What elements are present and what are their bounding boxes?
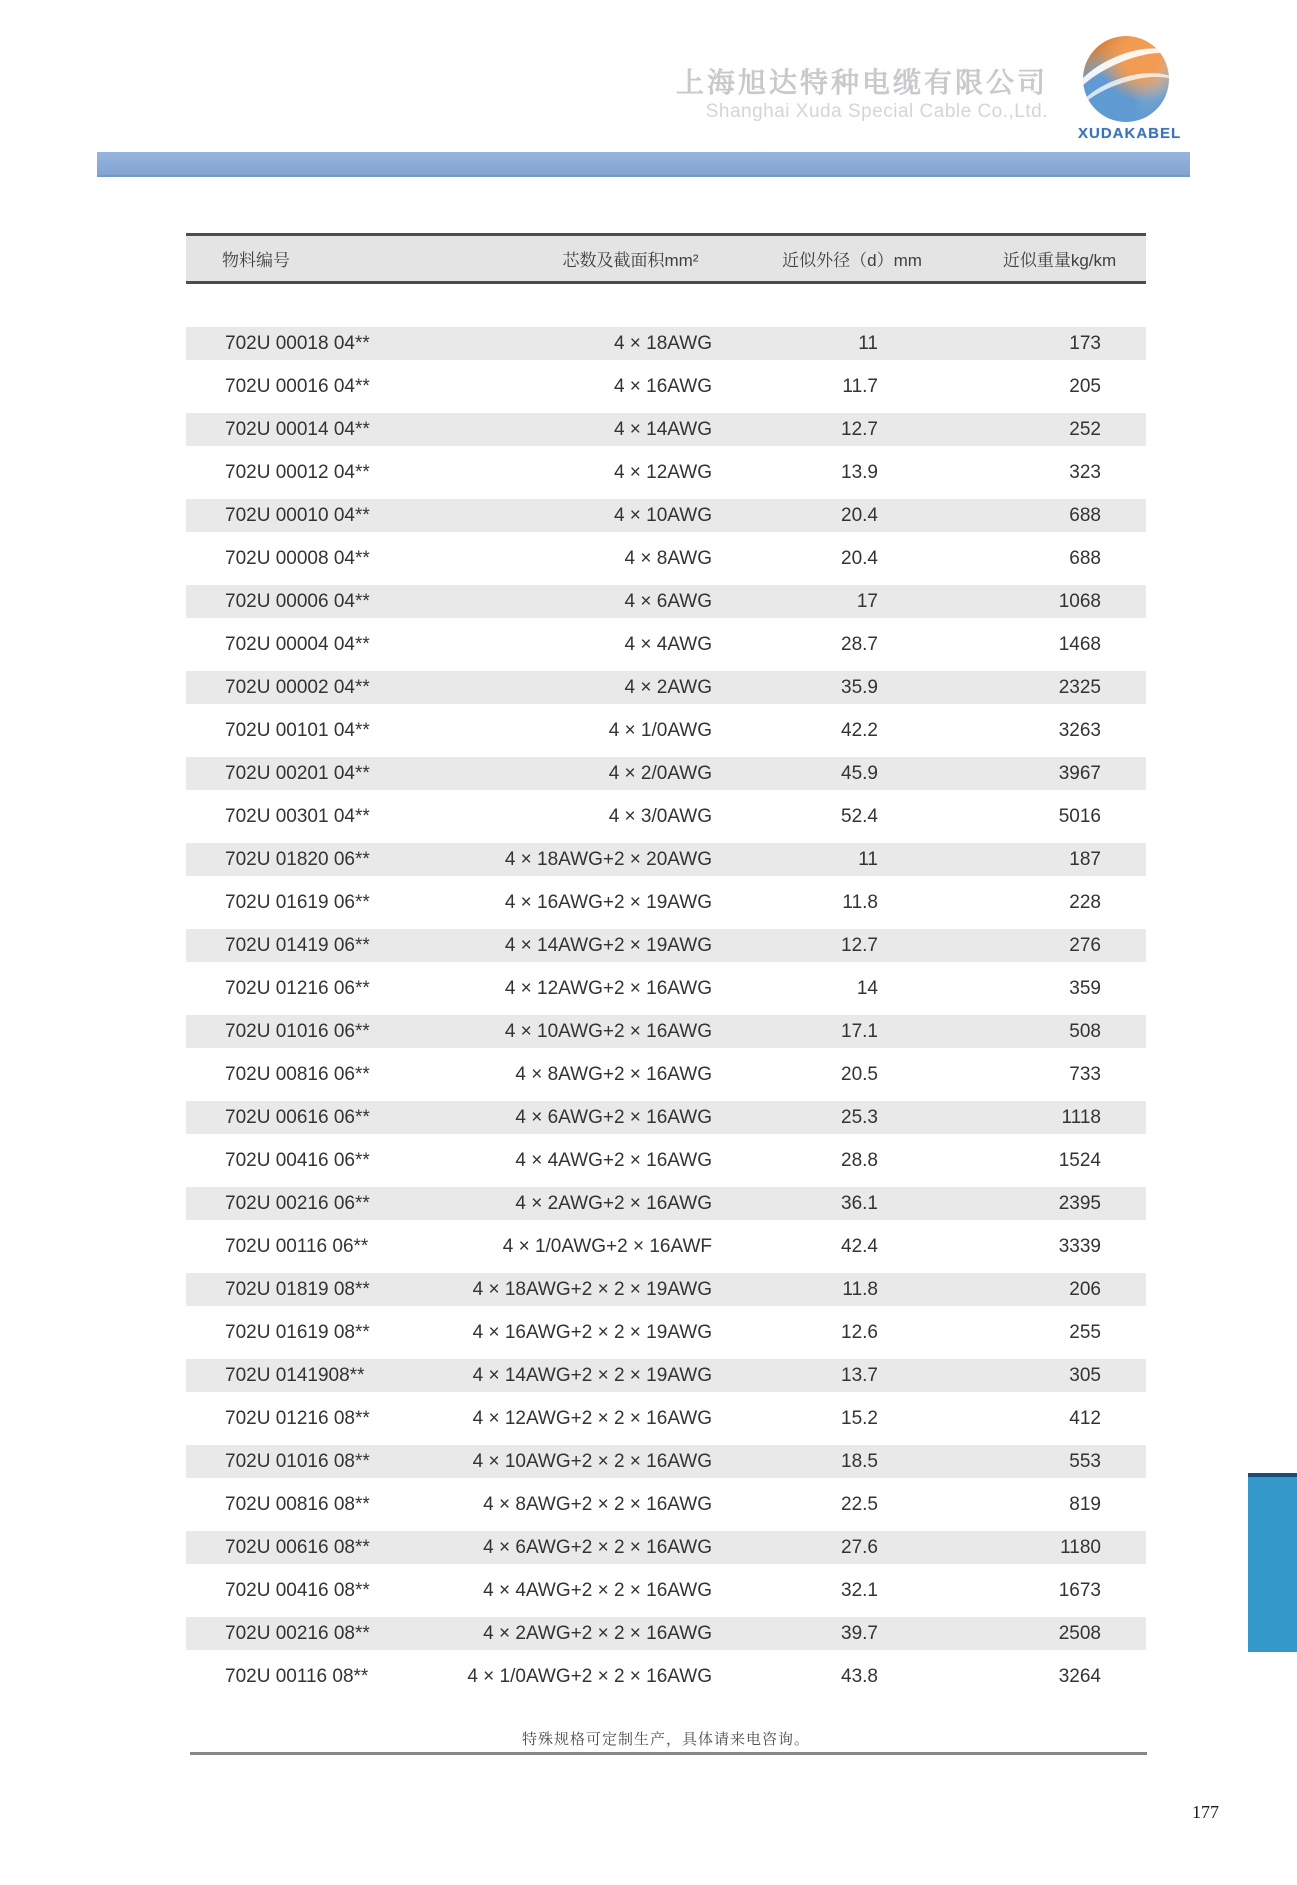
cell-material-id: 702U 0141908**	[225, 1364, 365, 1386]
cell-outer-diameter: 27.6	[841, 1536, 878, 1558]
cell-outer-diameter: 14	[856, 977, 878, 999]
cell-outer-diameter: 35.9	[841, 676, 878, 698]
table-row	[186, 1053, 1146, 1096]
cell-weight: 5016	[1058, 805, 1101, 827]
cell-core-spec: 4 × 1/0AWG+2 × 16AWF	[502, 1235, 712, 1257]
table-row	[186, 666, 1146, 709]
column-header-core-spec: 芯数及截面积mm²	[562, 251, 699, 270]
cell-weight: 2395	[1058, 1192, 1101, 1214]
table-row	[186, 924, 1146, 967]
cell-outer-diameter: 20.5	[841, 1063, 878, 1085]
cell-outer-diameter: 28.8	[841, 1149, 878, 1171]
blue-banner-divider	[97, 152, 1190, 177]
cell-weight: 819	[1069, 1493, 1101, 1515]
table-row	[186, 967, 1146, 1010]
cell-outer-diameter: 22.5	[841, 1493, 878, 1515]
table-row	[186, 365, 1146, 408]
cell-material-id: 702U 01619 06**	[225, 891, 370, 913]
cell-outer-diameter: 12.7	[841, 418, 878, 440]
table-row	[186, 1440, 1146, 1483]
cell-outer-diameter: 17	[856, 590, 878, 612]
cell-weight: 205	[1069, 375, 1101, 397]
company-header	[676, 66, 1048, 124]
cell-material-id: 702U 00101 04**	[225, 719, 370, 741]
cell-material-id: 702U 01819 08**	[225, 1278, 370, 1300]
cell-core-spec: 4 × 16AWG+2 × 2 × 19AWG	[472, 1321, 712, 1343]
table-row	[186, 795, 1146, 838]
table-row	[186, 1311, 1146, 1354]
cell-weight: 733	[1069, 1063, 1101, 1085]
cell-material-id: 702U 01016 08**	[225, 1450, 370, 1472]
cell-outer-diameter: 52.4	[841, 805, 878, 827]
cell-core-spec: 4 × 4AWG+2 × 16AWG	[515, 1149, 712, 1171]
cell-core-spec: 4 × 18AWG+2 × 20AWG	[504, 848, 712, 870]
cell-weight: 1524	[1058, 1149, 1101, 1171]
cell-material-id: 702U 00116 08**	[225, 1665, 369, 1687]
cell-outer-diameter: 20.4	[841, 504, 878, 526]
cell-material-id: 702U 00010 04**	[225, 504, 370, 526]
cell-material-id: 702U 00616 08**	[225, 1536, 370, 1558]
table-row	[186, 1139, 1146, 1182]
cell-weight: 173	[1069, 332, 1101, 354]
cell-core-spec: 4 × 8AWG	[624, 547, 712, 569]
column-header-material-id: 物料编号	[222, 251, 290, 270]
cell-outer-diameter: 18.5	[841, 1450, 878, 1472]
cell-outer-diameter: 13.9	[841, 461, 878, 483]
cell-material-id: 702U 01016 06**	[225, 1020, 370, 1042]
cell-material-id: 702U 00816 08**	[225, 1493, 370, 1515]
column-header-weight: 近似重量kg/km	[1002, 251, 1117, 270]
table-row	[186, 1655, 1146, 1698]
cell-weight: 3339	[1058, 1235, 1101, 1257]
cell-weight: 276	[1069, 934, 1101, 956]
cell-material-id: 702U 00004 04**	[225, 633, 370, 655]
cell-weight: 688	[1069, 504, 1101, 526]
company-name-cn: 上海旭达特种电缆有限公司	[675, 67, 1048, 98]
table-row	[186, 408, 1146, 451]
table-header-row	[186, 233, 1146, 284]
table-row	[186, 1010, 1146, 1053]
cell-core-spec: 4 × 10AWG	[613, 504, 712, 526]
cell-weight: 3264	[1058, 1665, 1101, 1687]
custom-order-note: 特殊规格可定制生产，具体请来电咨询。	[521, 1731, 810, 1748]
cell-outer-diameter: 11.8	[842, 891, 878, 913]
table-row	[186, 838, 1146, 881]
cell-material-id: 702U 00301 04**	[225, 805, 370, 827]
cell-material-id: 702U 00616 06**	[225, 1106, 370, 1128]
cell-material-id: 702U 00018 04**	[225, 332, 370, 354]
table-row	[186, 1268, 1146, 1311]
table-row	[186, 451, 1146, 494]
cell-weight: 1180	[1060, 1536, 1101, 1558]
cell-weight: 2508	[1058, 1622, 1101, 1644]
cell-outer-diameter: 20.4	[841, 547, 878, 569]
cell-outer-diameter: 45.9	[841, 762, 878, 784]
cell-core-spec: 4 × 10AWG+2 × 16AWG	[504, 1020, 712, 1042]
cell-outer-diameter: 36.1	[841, 1192, 878, 1214]
cell-core-spec: 4 × 6AWG+2 × 16AWG	[515, 1106, 712, 1128]
cell-weight: 323	[1069, 461, 1101, 483]
cell-core-spec: 4 × 12AWG+2 × 2 × 16AWG	[472, 1407, 712, 1429]
cell-outer-diameter: 12.7	[841, 934, 878, 956]
cell-outer-diameter: 43.8	[841, 1665, 878, 1687]
cell-material-id: 702U 00014 04**	[225, 418, 370, 440]
cell-material-id: 702U 01619 08**	[225, 1321, 370, 1343]
table-row	[186, 1096, 1146, 1139]
logo-wordmark: XUDAKABEL	[1078, 125, 1182, 142]
cell-material-id: 702U 01419 06**	[225, 934, 370, 956]
table-row	[186, 580, 1146, 623]
table-row	[186, 1612, 1146, 1655]
cell-weight: 1673	[1058, 1579, 1101, 1601]
cell-material-id: 702U 00016 04**	[225, 375, 370, 397]
table-row	[186, 1483, 1146, 1526]
cell-weight: 1468	[1058, 633, 1101, 655]
cell-weight: 3967	[1058, 762, 1101, 784]
footer-divider-line	[190, 1752, 1147, 1755]
cell-outer-diameter: 11.8	[842, 1278, 878, 1300]
cell-weight: 206	[1069, 1278, 1101, 1300]
cell-weight: 412	[1069, 1407, 1101, 1429]
cell-weight: 255	[1069, 1321, 1101, 1343]
table-body	[186, 322, 1146, 1698]
table-row	[186, 1569, 1146, 1612]
cell-material-id: 702U 00012 04**	[225, 461, 370, 483]
cell-material-id: 702U 00216 06**	[225, 1192, 370, 1214]
table-row	[186, 1182, 1146, 1225]
cell-weight: 508	[1069, 1020, 1101, 1042]
section-edge-tab	[1248, 1473, 1297, 1652]
cell-material-id: 702U 00816 06**	[225, 1063, 370, 1085]
cell-core-spec: 4 × 14AWG	[613, 418, 712, 440]
cell-core-spec: 4 × 1/0AWG+2 × 2 × 16AWG	[467, 1665, 712, 1687]
cell-core-spec: 4 × 4AWG	[624, 633, 712, 655]
table-row	[186, 881, 1146, 924]
cell-core-spec: 4 × 8AWG+2 × 2 × 16AWG	[483, 1493, 712, 1515]
cell-outer-diameter: 13.7	[841, 1364, 878, 1386]
cell-outer-diameter: 11	[858, 848, 878, 870]
cell-core-spec: 4 × 8AWG+2 × 16AWG	[515, 1063, 712, 1085]
cell-outer-diameter: 11.7	[842, 375, 878, 397]
cell-weight: 553	[1069, 1450, 1101, 1472]
table-row	[186, 1526, 1146, 1569]
cell-outer-diameter: 42.2	[841, 719, 878, 741]
cell-core-spec: 4 × 16AWG	[613, 375, 712, 397]
cell-core-spec: 4 × 14AWG+2 × 2 × 19AWG	[472, 1364, 712, 1386]
cell-material-id: 702U 00008 04**	[225, 547, 370, 569]
cell-weight: 2325	[1058, 676, 1101, 698]
cell-outer-diameter: 28.7	[841, 633, 878, 655]
cell-core-spec: 4 × 2/0AWG	[608, 762, 712, 784]
cell-core-spec: 4 × 2AWG+2 × 16AWG	[515, 1192, 712, 1214]
cell-outer-diameter: 42.4	[841, 1235, 878, 1257]
cell-core-spec: 4 × 2AWG+2 × 2 × 16AWG	[483, 1622, 712, 1644]
cell-weight: 1068	[1058, 590, 1101, 612]
table-row	[186, 752, 1146, 795]
cell-core-spec: 4 × 10AWG+2 × 2 × 16AWG	[472, 1450, 712, 1472]
globe-swirl-icon	[1083, 36, 1169, 122]
cell-weight: 1118	[1061, 1106, 1101, 1128]
table-row	[186, 537, 1146, 580]
table-row	[186, 322, 1146, 365]
cell-outer-diameter: 25.3	[841, 1106, 878, 1128]
cell-weight: 3263	[1058, 719, 1101, 741]
cell-outer-diameter: 39.7	[841, 1622, 878, 1644]
cell-weight: 187	[1069, 848, 1101, 870]
cell-core-spec: 4 × 12AWG	[613, 461, 712, 483]
cell-core-spec: 4 × 4AWG+2 × 2 × 16AWG	[483, 1579, 712, 1601]
cell-material-id: 702U 01216 06**	[225, 977, 370, 999]
cell-outer-diameter: 32.1	[841, 1579, 878, 1601]
cell-core-spec: 4 × 18AWG+2 × 2 × 19AWG	[472, 1278, 712, 1300]
cell-material-id: 702U 00006 04**	[225, 590, 370, 612]
cell-core-spec: 4 × 1/0AWG	[608, 719, 712, 741]
table-row	[186, 1397, 1146, 1440]
cell-outer-diameter: 17.1	[841, 1020, 878, 1042]
cell-weight: 359	[1069, 977, 1101, 999]
cell-weight: 688	[1069, 547, 1101, 569]
cell-material-id: 702U 00416 06**	[225, 1149, 370, 1171]
table-row	[186, 709, 1146, 752]
table-row	[186, 494, 1146, 537]
cell-core-spec: 4 × 3/0AWG	[608, 805, 712, 827]
cell-core-spec: 4 × 14AWG+2 × 19AWG	[504, 934, 712, 956]
cell-material-id: 702U 00116 06**	[225, 1235, 369, 1257]
cell-weight: 228	[1069, 891, 1101, 913]
page-number: 177	[1192, 1802, 1219, 1822]
cell-outer-diameter: 11	[858, 332, 878, 354]
cell-core-spec: 4 × 6AWG+2 × 2 × 16AWG	[483, 1536, 712, 1558]
cell-material-id: 702U 00216 08**	[225, 1622, 370, 1644]
cable-spec-table	[186, 233, 1146, 1698]
cell-weight: 252	[1069, 418, 1101, 440]
cell-material-id: 702U 00201 04**	[225, 762, 370, 784]
company-logo	[1078, 36, 1182, 142]
table-row	[186, 1354, 1146, 1397]
cell-core-spec: 4 × 2AWG	[624, 676, 712, 698]
cell-core-spec: 4 × 18AWG	[613, 332, 712, 354]
table-row	[186, 623, 1146, 666]
cell-core-spec: 4 × 16AWG+2 × 19AWG	[504, 891, 712, 913]
table-row	[186, 1225, 1146, 1268]
cell-core-spec: 4 × 6AWG	[624, 590, 712, 612]
cell-outer-diameter: 15.2	[841, 1407, 878, 1429]
cell-outer-diameter: 12.6	[841, 1321, 878, 1343]
cell-weight: 305	[1069, 1364, 1101, 1386]
cell-core-spec: 4 × 12AWG+2 × 16AWG	[504, 977, 712, 999]
company-name-en: Shanghai Xuda Special Cable Co.,Ltd.	[705, 101, 1048, 122]
column-header-outer-diameter: 近似外径（d）mm	[782, 251, 922, 270]
cell-material-id: 702U 01216 08**	[225, 1407, 370, 1429]
cell-material-id: 702U 01820 06**	[225, 848, 370, 870]
cell-material-id: 702U 00002 04**	[225, 676, 370, 698]
cell-material-id: 702U 00416 08**	[225, 1579, 370, 1601]
